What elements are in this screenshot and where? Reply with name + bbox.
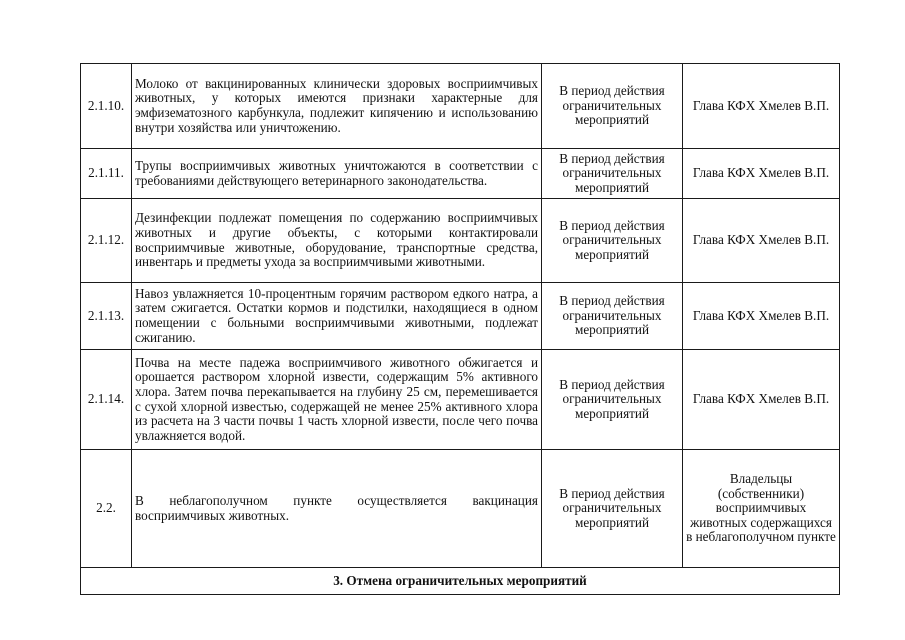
measure-responsible: Глава КФХ Хмелев В.П. bbox=[683, 283, 840, 350]
measure-description: В неблагополучном пункте осуществляется вакцинация восприимчивых животных. bbox=[132, 450, 542, 568]
item-number: 2.1.14. bbox=[81, 350, 132, 450]
measure-period: В период действия ограничительных мероприятий bbox=[542, 64, 683, 149]
item-number: 2.1.12. bbox=[81, 199, 132, 283]
measure-period: В период действия ограничительных мероприятий bbox=[542, 149, 683, 199]
table-row bbox=[81, 283, 840, 350]
measure-description: Молоко от вакцинированных клинически здоровых восприимчивых животных, у которых имеются признаки характерные для эмфизематозного карбункула, подлежит кипячению и использованию внутри хозяйства или уничтожению. bbox=[132, 64, 542, 149]
item-number: 2.2. bbox=[81, 450, 132, 568]
measure-period: В период действия ограничительных мероприятий bbox=[542, 350, 683, 450]
section-heading: 3. Отмена ограничительных мероприятий bbox=[81, 568, 840, 595]
measures-table bbox=[80, 63, 840, 595]
table-row bbox=[81, 350, 840, 450]
item-number: 2.1.10. bbox=[81, 64, 132, 149]
measure-description: Трупы восприимчивых животных уничтожаются в соответствии с требованиями действующего ветеринарного законодательства. bbox=[132, 149, 542, 199]
item-number: 2.1.11. bbox=[81, 149, 132, 199]
measure-period: В период действия ограничительных мероприятий bbox=[542, 450, 683, 568]
item-number: 2.1.13. bbox=[81, 283, 132, 350]
table-row bbox=[81, 149, 840, 199]
measure-responsible: Глава КФХ Хмелев В.П. bbox=[683, 350, 840, 450]
measure-responsible: Глава КФХ Хмелев В.П. bbox=[683, 149, 840, 199]
measure-responsible: Владельцы (собственники) восприимчивых животных содержащихся в неблагополучном пункте bbox=[683, 450, 840, 568]
measure-period: В период действия ограничительных мероприятий bbox=[542, 283, 683, 350]
measure-period: В период действия ограничительных мероприятий bbox=[542, 199, 683, 283]
table-row bbox=[81, 450, 840, 568]
table-row bbox=[81, 64, 840, 149]
measure-responsible: Глава КФХ Хмелев В.П. bbox=[683, 64, 840, 149]
measure-responsible: Глава КФХ Хмелев В.П. bbox=[683, 199, 840, 283]
measure-description: Почва на месте падежа восприимчивого животного обжигается и орошается раствором хлорной извести, содержащим 5% активного хлора. Затем почва перекапывается на глубину 25 см, перемешивается с сухой хлорной известью, содержащей не менее 25% активного хлора из расчета на 3 части почвы 1 часть хлорной извести, после чего почва увлажняется водой. bbox=[132, 350, 542, 450]
measure-description: Дезинфекции подлежат помещения по содержанию восприимчивых животных и другие объекты, с которыми контактировали восприимчивые животные, оборудование, транспортные средства, инвентарь и предметы ухода за восприимчивыми животными. bbox=[132, 199, 542, 283]
table-row bbox=[81, 199, 840, 283]
measure-description: Навоз увлажняется 10-процентным горячим раствором едкого натра, а затем сжигается. Остатки кормов и подстилки, находящиеся в одном помещении с больными восприимчивыми животными, подлежат сжиганию. bbox=[132, 283, 542, 350]
section-row bbox=[81, 568, 840, 595]
